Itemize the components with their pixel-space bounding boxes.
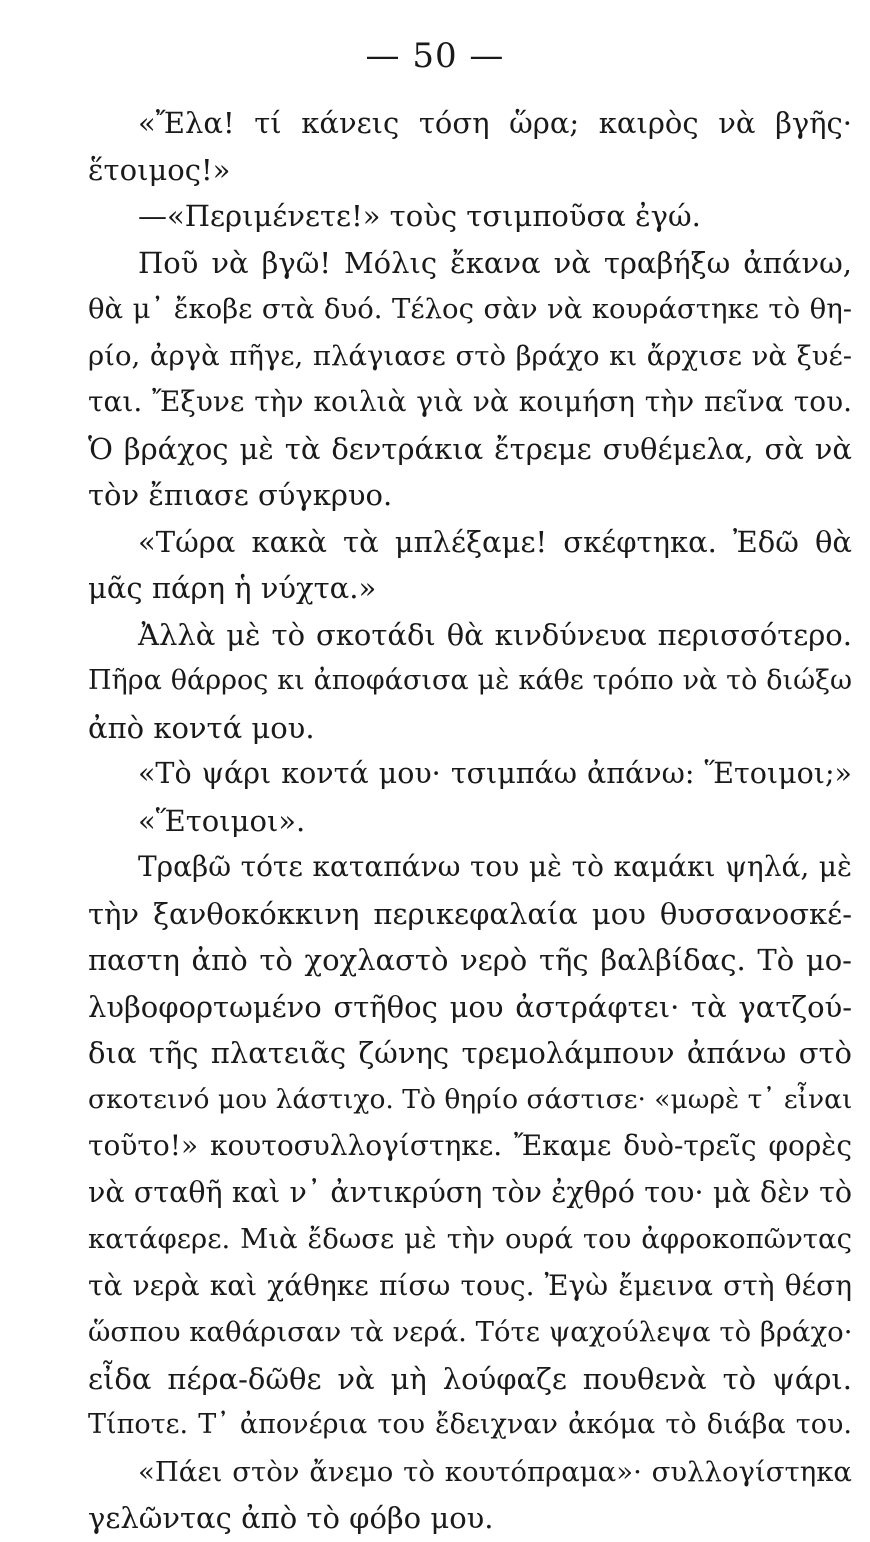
text-line: «Πάει στὸν ἄνεμο τὸ κουτόπραμα»· συλλογίστηκα xyxy=(138,1455,852,1488)
text-line: Ἀλλὰ μὲ τὸ σκοτάδι θὰ κινδύνευα περισσότερο. xyxy=(138,617,852,652)
text-line: παστη ἀπὸ τὸ χοχλαστὸ νερὸ τῆς βαλβίδας. Τὸ μο- xyxy=(88,943,852,977)
text-line: ὥσπου καθάρισαν τὰ νερά. Τότε ψαχούλεψα τὸ βράχο· xyxy=(88,1316,852,1348)
text-line: τὰ νερὰ καὶ χάθηκε πίσω τους. Ἐγὼ ἔμεινα στὴ θέση xyxy=(88,1268,852,1302)
text-line: ἀπὸ κοντά μου. xyxy=(88,710,315,745)
text-line: λυβοφορτωμένο στῆθος μου ἀστράφτει· τὰ γατζού- xyxy=(88,989,852,1024)
text-line: νὰ σταθῆ καὶ ν᾿ ἀντικρύση τὸν ἐχθρό του· μὰ δὲν τὸ xyxy=(88,1175,852,1209)
text-line: Τραβῶ τότε καταπάνω του μὲ τὸ καμάκι ψηλά, μὲ xyxy=(138,850,852,883)
text-line: θὰ μ᾿ ἔκοβε στὰ δυό. Τέλος σὰν νὰ κουράστηκε τὸ θη- xyxy=(88,293,852,325)
text-line: εἶδα πέρα-δῶθε νὰ μὴ λούφαζε πουθενὰ τὸ ψάρι. xyxy=(88,1361,852,1396)
text-line: γελῶντας ἀπὸ τὸ φόβο μου. xyxy=(88,1501,494,1535)
text-line: ρίο, ἀργὰ πῆγε, πλάγιασε στὸ βράχο κι ἄρχισε νὰ ξυέ- xyxy=(88,339,852,372)
text-line: «Ἕτοιμοι». xyxy=(138,803,306,838)
page-number: — 50 — xyxy=(365,36,505,76)
text-line: «Τώρα κακὰ τὰ μπλέξαμε! σκέφτηκα. Ἐδῶ θὰ xyxy=(138,524,852,559)
text-line: μᾶς πάρη ἡ νύχτα.» xyxy=(88,571,377,605)
text-line: «Ἔλα! τί κάνεις τόση ὥρα; καιρὸς νὰ βγῆς· xyxy=(138,106,852,140)
text-line: —«Περιμένετε!» τοὺς τσιμποῦσα ἐγώ. xyxy=(138,199,701,233)
text-line: δια τῆς πλατειᾶς ζώνης τρεμολάμπουν ἀπάνω στὸ xyxy=(88,1036,852,1070)
text-line: τὴν ξανθοκόκκινη περικεφαλαία μου θυσσανοσκέ- xyxy=(88,896,852,931)
text-line: «Τὸ ψάρι κοντά μου· τσιμπάω ἀπάνω: Ἕτοιμοι;» xyxy=(138,757,852,790)
text-line: Ποῦ νὰ βγῶ! Μόλις ἔκανα νὰ τραβήξω ἀπάνω, xyxy=(138,245,852,280)
text-line: ἕτοιμος!» xyxy=(88,152,231,187)
text-line: κατάφερε. Μιὰ ἔδωσε μὲ τὴν ουρά του ἀφροκοπῶντας xyxy=(88,1223,852,1255)
body-text xyxy=(88,100,852,1542)
text-line: τὸν ἔπιασε σύγκρυο. xyxy=(88,478,393,512)
text-line: σκοτεινό μου λάστιχο. Τὸ θηρίο σάστισε· «μωρὲ τ᾿ εἶναι xyxy=(88,1083,852,1115)
text-line: ται. Ἔξυνε τὴν κοιλιὰ γιὰ νὰ κοιμήση τὴν πεῖνα του. xyxy=(88,385,852,418)
text-line: Πῆρα θάρρος κι ἀποφάσισα μὲ κάθε τρόπο νὰ τὸ διώξω xyxy=(88,665,852,696)
text-line: Ὁ βράχος μὲ τὰ δεντράκια ἔτρεμε συθέμελα, σὰ νὰ xyxy=(88,431,852,466)
text-line: τοῦτο!» κουτοσυλλογίστηκε. Ἔκαμε δυὸ-τρεῖς φορὲς xyxy=(88,1129,852,1162)
text-line: Τίποτε. Τ᾿ ἀπονέρια του ἔδειχναν ἀκόμα τὸ διάβα του. xyxy=(88,1409,852,1440)
